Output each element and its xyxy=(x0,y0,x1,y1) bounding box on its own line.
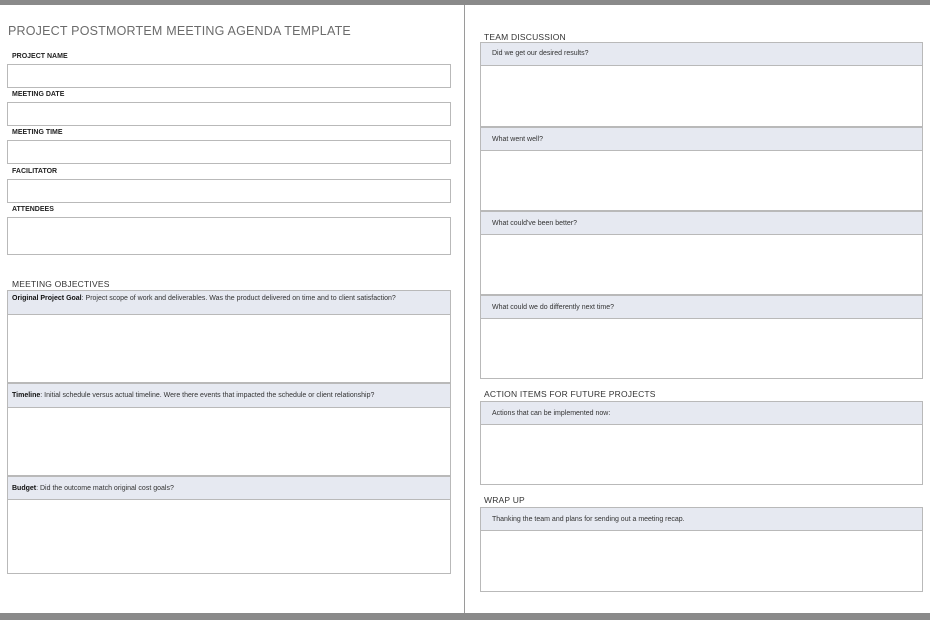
budget-header xyxy=(8,477,450,500)
bottom-border-bar xyxy=(0,613,930,620)
timeline-label: Timeline xyxy=(12,392,41,399)
meeting-date-label: MEETING DATE xyxy=(12,91,65,98)
original-goal-header xyxy=(8,291,450,315)
page-title: PROJECT POSTMORTEM MEETING AGENDA TEMPLATE xyxy=(8,24,351,38)
facilitator-label: FACILITATOR xyxy=(12,168,58,175)
original-goal-label: Original Project Goal xyxy=(12,295,82,302)
budget-text: : Did the outcome match original cost goals? xyxy=(36,485,174,492)
attendees-label: ATTENDEES xyxy=(12,206,54,213)
timeline-panel[interactable] xyxy=(7,383,451,476)
could-be-better-header: What could've been better? xyxy=(481,212,922,235)
budget-label: Budget xyxy=(12,485,37,492)
meeting-objectives-heading: MEETING OBJECTIVES xyxy=(12,279,110,289)
differently-next-time-header: What could we do differently next time? xyxy=(481,296,922,319)
budget-panel[interactable] xyxy=(7,476,451,574)
went-well-header: What went well? xyxy=(481,128,922,151)
original-goal-panel[interactable] xyxy=(7,290,451,383)
actions-now-header: Actions that can be implemented now: xyxy=(481,402,922,425)
timeline-header xyxy=(8,384,450,408)
meeting-time-label: MEETING TIME xyxy=(12,129,63,136)
wrap-up-panel[interactable] xyxy=(480,507,923,592)
attendees-field[interactable] xyxy=(7,217,451,255)
could-be-better-panel[interactable] xyxy=(480,211,923,295)
timeline-text: : Initial schedule versus actual timeline. Were there events that impacted the schedule or client relationship? xyxy=(40,392,375,399)
top-border-bar xyxy=(0,0,930,5)
actions-now-panel[interactable] xyxy=(480,401,923,485)
wrap-up-heading: WRAP UP xyxy=(484,495,525,505)
project-name-label: PROJECT NAME xyxy=(12,53,68,60)
meeting-time-field[interactable] xyxy=(7,140,451,164)
desired-results-header: Did we get our desired results? xyxy=(481,43,922,66)
original-goal-text: : Project scope of work and deliverables. Was the product delivered on time and to client satisfaction? xyxy=(81,295,396,302)
differently-next-time-panel[interactable] xyxy=(480,295,923,379)
column-divider xyxy=(464,5,465,613)
team-discussion-heading: TEAM DISCUSSION xyxy=(484,32,566,42)
project-name-field[interactable] xyxy=(7,64,451,88)
desired-results-panel[interactable] xyxy=(480,42,923,127)
wrap-up-header: Thanking the team and plans for sending out a meeting recap. xyxy=(481,508,922,531)
meeting-date-field[interactable] xyxy=(7,102,451,126)
went-well-panel[interactable] xyxy=(480,127,923,211)
action-items-heading: ACTION ITEMS FOR FUTURE PROJECTS xyxy=(484,389,656,399)
facilitator-field[interactable] xyxy=(7,179,451,203)
